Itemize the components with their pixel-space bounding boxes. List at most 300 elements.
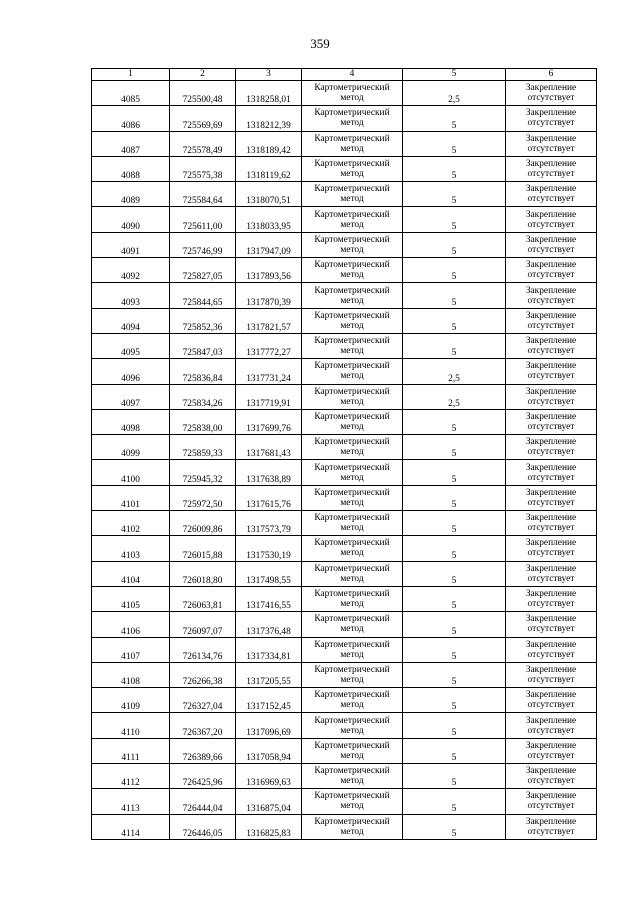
method-line-2: метод <box>340 826 364 837</box>
fixing-line-1: Закрепление <box>525 437 577 448</box>
table-row <box>92 637 597 662</box>
fixing-cell <box>506 182 597 207</box>
page-number: 359 <box>310 36 330 51</box>
method-cell <box>302 688 403 713</box>
x-coordinate-cell: 726009,86 <box>170 511 236 536</box>
accuracy-cell: 5 <box>403 561 506 586</box>
x-coordinate-cell: 726444,04 <box>170 789 236 814</box>
y-coordinate-cell: 1317058,94 <box>236 738 302 763</box>
fixing-line-1: Закрепление <box>525 589 577 600</box>
method-line-2: метод <box>340 523 364 534</box>
x-coordinate-cell: 726367,20 <box>170 713 236 738</box>
y-coordinate-cell: 1318189,42 <box>236 131 302 156</box>
fixing-cell <box>506 485 597 510</box>
fixing-line-1: Закрепление <box>525 538 577 549</box>
method-line-2: метод <box>340 674 364 685</box>
method-cell <box>302 789 403 814</box>
method-line-2: метод <box>340 219 364 230</box>
x-coordinate-cell: 726063,81 <box>170 586 236 611</box>
x-coordinate-cell: 725834,26 <box>170 384 236 409</box>
point-number-cell: 4093 <box>92 283 170 308</box>
method-line-2: метод <box>340 599 364 610</box>
method-line-2: метод <box>340 649 364 660</box>
coordinates-table <box>91 68 597 840</box>
x-coordinate-cell: 725500,48 <box>170 81 236 106</box>
fixing-cell <box>506 789 597 814</box>
point-number-cell: 4092 <box>92 258 170 283</box>
y-coordinate-cell: 1317947,09 <box>236 232 302 257</box>
method-line-1: Картометрический <box>314 639 390 650</box>
method-line-1: Картометрический <box>314 83 390 94</box>
method-line-2: метод <box>340 371 364 382</box>
fixing-line-1: Закрепление <box>525 260 577 271</box>
fixing-cell <box>506 359 597 384</box>
fixing-line-1: Закрепление <box>525 816 577 827</box>
method-cell <box>302 207 403 232</box>
column-header-1: 1 <box>92 69 170 81</box>
table-row <box>92 536 597 561</box>
fixing-cell <box>506 511 597 536</box>
fixing-line-2: отсутствует <box>527 244 575 255</box>
method-line-2: метод <box>340 548 364 559</box>
fixing-cell <box>506 308 597 333</box>
x-coordinate-cell: 725827,05 <box>170 258 236 283</box>
fixing-cell <box>506 612 597 637</box>
fixing-line-1: Закрепление <box>525 462 577 473</box>
fixing-line-1: Закрепление <box>525 234 577 245</box>
table-row <box>92 106 597 131</box>
method-cell <box>302 511 403 536</box>
fixing-line-2: отсутствует <box>527 750 575 761</box>
accuracy-cell: 5 <box>403 713 506 738</box>
fixing-line-1: Закрепление <box>525 83 577 94</box>
fixing-line-1: Закрепление <box>525 513 577 524</box>
method-cell <box>302 258 403 283</box>
method-line-1: Картометрический <box>314 108 390 119</box>
fixing-line-2: отсутствует <box>527 219 575 230</box>
method-line-1: Картометрический <box>314 133 390 144</box>
table-row <box>92 814 597 839</box>
method-cell <box>302 713 403 738</box>
fixing-cell <box>506 460 597 485</box>
fixing-cell <box>506 409 597 434</box>
method-line-2: метод <box>340 295 364 306</box>
y-coordinate-cell: 1317615,76 <box>236 485 302 510</box>
method-cell <box>302 384 403 409</box>
fixing-line-1: Закрепление <box>525 285 577 296</box>
accuracy-cell: 5 <box>403 814 506 839</box>
method-line-1: Картометрический <box>314 766 390 777</box>
method-line-2: метод <box>340 573 364 584</box>
method-line-1: Картометрический <box>314 462 390 473</box>
table-row <box>92 561 597 586</box>
method-line-1: Картометрический <box>314 412 390 422</box>
x-coordinate-cell: 725578,49 <box>170 131 236 156</box>
fixing-line-2: отсутствует <box>527 548 575 559</box>
method-line-2: метод <box>340 624 364 635</box>
fixing-cell <box>506 586 597 611</box>
point-number-cell: 4086 <box>92 106 170 131</box>
fixing-cell <box>506 435 597 460</box>
column-header-5: 5 <box>403 69 506 81</box>
table-row <box>92 359 597 384</box>
x-coordinate-cell: 726389,66 <box>170 738 236 763</box>
point-number-cell: 4091 <box>92 232 170 257</box>
fixing-line-2: отсутствует <box>527 624 575 635</box>
method-line-2: метод <box>340 725 364 736</box>
point-number-cell: 4104 <box>92 561 170 586</box>
fixing-cell <box>506 738 597 763</box>
accuracy-cell: 5 <box>403 131 506 156</box>
method-cell <box>302 81 403 106</box>
point-number-cell: 4107 <box>92 637 170 662</box>
table-row <box>92 738 597 763</box>
y-coordinate-cell: 1316825,83 <box>236 814 302 839</box>
y-coordinate-cell: 1318033,95 <box>236 207 302 232</box>
method-line-1: Картометрический <box>314 664 390 675</box>
table-row <box>92 485 597 510</box>
method-line-2: метод <box>340 346 364 357</box>
table-row <box>92 460 597 485</box>
y-coordinate-cell: 1317498,55 <box>236 561 302 586</box>
fixing-line-2: отсутствует <box>527 143 575 154</box>
fixing-line-1: Закрепление <box>525 386 577 397</box>
x-coordinate-cell: 726134,76 <box>170 637 236 662</box>
table-row <box>92 764 597 789</box>
table-row <box>92 409 597 434</box>
method-line-2: метод <box>340 396 364 407</box>
fixing-cell <box>506 536 597 561</box>
point-number-cell: 4085 <box>92 81 170 106</box>
y-coordinate-cell: 1317416,55 <box>236 586 302 611</box>
fixing-line-1: Закрепление <box>525 563 577 574</box>
fixing-line-2: отсутствует <box>527 573 575 584</box>
y-coordinate-cell: 1318119,62 <box>236 156 302 181</box>
method-line-2: метод <box>340 169 364 180</box>
point-number-cell: 4106 <box>92 612 170 637</box>
fixing-line-1: Закрепление <box>525 133 577 144</box>
method-line-1: Картометрический <box>314 285 390 296</box>
method-line-1: Картометрический <box>314 614 390 625</box>
accuracy-cell: 5 <box>403 308 506 333</box>
column-header-4: 4 <box>302 69 403 81</box>
fixing-cell <box>506 232 597 257</box>
x-coordinate-cell: 726446,05 <box>170 814 236 839</box>
accuracy-cell: 5 <box>403 207 506 232</box>
fixing-line-1: Закрепление <box>525 487 577 498</box>
fixing-line-2: отсутствует <box>527 320 575 331</box>
method-line-2: метод <box>340 270 364 281</box>
method-line-2: метод <box>340 194 364 205</box>
table-row <box>92 333 597 358</box>
point-number-cell: 4096 <box>92 359 170 384</box>
fixing-line-2: отсутствует <box>527 472 575 483</box>
y-coordinate-cell: 1317699,76 <box>236 409 302 434</box>
accuracy-cell: 5 <box>403 536 506 561</box>
point-number-cell: 4095 <box>92 333 170 358</box>
method-cell <box>302 764 403 789</box>
fixing-cell <box>506 764 597 789</box>
method-cell <box>302 637 403 662</box>
accuracy-cell: 5 <box>403 106 506 131</box>
fixing-line-2: отсутствует <box>527 649 575 660</box>
fixing-line-1: Закрепление <box>525 184 577 195</box>
accuracy-cell: 5 <box>403 333 506 358</box>
point-number-cell: 4102 <box>92 511 170 536</box>
point-number-cell: 4100 <box>92 460 170 485</box>
method-cell <box>302 460 403 485</box>
method-line-1: Картометрический <box>314 538 390 549</box>
x-coordinate-cell: 725836,84 <box>170 359 236 384</box>
method-line-1: Картометрический <box>314 260 390 271</box>
x-coordinate-cell: 725844,65 <box>170 283 236 308</box>
accuracy-cell: 5 <box>403 688 506 713</box>
accuracy-cell: 5 <box>403 258 506 283</box>
point-number-cell: 4103 <box>92 536 170 561</box>
accuracy-cell: 5 <box>403 435 506 460</box>
fixing-line-1: Закрепление <box>525 209 577 220</box>
method-line-1: Картометрический <box>314 184 390 195</box>
x-coordinate-cell: 726015,88 <box>170 536 236 561</box>
method-line-2: метод <box>340 776 364 787</box>
table-header <box>92 69 597 81</box>
accuracy-cell: 5 <box>403 789 506 814</box>
accuracy-cell: 5 <box>403 511 506 536</box>
fixing-line-1: Закрепление <box>525 664 577 675</box>
table-row <box>92 662 597 687</box>
method-line-2: метод <box>340 472 364 483</box>
fixing-cell <box>506 662 597 687</box>
fixing-cell <box>506 637 597 662</box>
fixing-line-1: Закрепление <box>525 336 577 347</box>
accuracy-cell: 2,5 <box>403 81 506 106</box>
point-number-cell: 4113 <box>92 789 170 814</box>
method-line-1: Картометрический <box>314 589 390 600</box>
method-cell <box>302 485 403 510</box>
fixing-cell <box>506 561 597 586</box>
table-row <box>92 308 597 333</box>
y-coordinate-cell: 1317870,39 <box>236 283 302 308</box>
column-header-6: 6 <box>506 69 597 81</box>
method-line-1: Картометрический <box>314 361 390 372</box>
y-coordinate-cell: 1317096,69 <box>236 713 302 738</box>
fixing-line-2: отсутствует <box>527 422 575 432</box>
fixing-line-2: отсутствует <box>527 826 575 837</box>
fixing-line-1: Закрепление <box>525 310 577 321</box>
fixing-line-2: отсутствует <box>527 295 575 306</box>
method-line-1: Картометрический <box>314 234 390 245</box>
x-coordinate-cell: 725746,99 <box>170 232 236 257</box>
fixing-line-2: отсутствует <box>527 725 575 736</box>
fixing-line-2: отсутствует <box>527 776 575 787</box>
fixing-line-1: Закрепление <box>525 690 577 701</box>
y-coordinate-cell: 1317731,24 <box>236 359 302 384</box>
table-row <box>92 258 597 283</box>
fixing-line-1: Закрепление <box>525 159 577 170</box>
y-coordinate-cell: 1318258,01 <box>236 81 302 106</box>
y-coordinate-cell: 1317205,55 <box>236 662 302 687</box>
x-coordinate-cell: 725847,03 <box>170 333 236 358</box>
method-line-1: Картометрический <box>314 816 390 827</box>
method-line-2: метод <box>340 422 364 432</box>
fixing-line-2: отсутствует <box>527 523 575 534</box>
fixing-cell <box>506 283 597 308</box>
point-number-cell: 4097 <box>92 384 170 409</box>
method-line-1: Картометрический <box>314 437 390 448</box>
point-number-cell: 4087 <box>92 131 170 156</box>
fixing-line-1: Закрепление <box>525 361 577 372</box>
method-cell <box>302 586 403 611</box>
fixing-line-2: отсутствует <box>527 194 575 205</box>
point-number-cell: 4099 <box>92 435 170 460</box>
fixing-cell <box>506 814 597 839</box>
table-row <box>92 156 597 181</box>
point-number-cell: 4114 <box>92 814 170 839</box>
method-line-1: Картометрический <box>314 791 390 802</box>
point-number-cell: 4108 <box>92 662 170 687</box>
x-coordinate-cell: 726327,04 <box>170 688 236 713</box>
method-line-1: Картометрический <box>314 740 390 751</box>
point-number-cell: 4112 <box>92 764 170 789</box>
fixing-line-2: отсутствует <box>527 346 575 357</box>
column-header-2: 2 <box>170 69 236 81</box>
method-cell <box>302 359 403 384</box>
y-coordinate-cell: 1317152,45 <box>236 688 302 713</box>
table-row <box>92 384 597 409</box>
method-line-1: Картометрический <box>314 209 390 220</box>
method-line-2: метод <box>340 118 364 129</box>
method-line-2: метод <box>340 320 364 331</box>
y-coordinate-cell: 1316969,63 <box>236 764 302 789</box>
accuracy-cell: 5 <box>403 460 506 485</box>
fixing-line-1: Закрепление <box>525 791 577 802</box>
fixing-cell <box>506 688 597 713</box>
point-number-cell: 4089 <box>92 182 170 207</box>
accuracy-cell: 5 <box>403 485 506 510</box>
x-coordinate-cell: 726425,96 <box>170 764 236 789</box>
accuracy-cell: 5 <box>403 232 506 257</box>
method-cell <box>302 814 403 839</box>
x-coordinate-cell: 726266,38 <box>170 662 236 687</box>
method-line-1: Картометрический <box>314 159 390 170</box>
y-coordinate-cell: 1317719,91 <box>236 384 302 409</box>
column-header-3: 3 <box>236 69 302 81</box>
fixing-line-2: отсутствует <box>527 371 575 382</box>
method-cell <box>302 333 403 358</box>
fixing-cell <box>506 106 597 131</box>
table-row <box>92 688 597 713</box>
accuracy-cell: 5 <box>403 738 506 763</box>
method-line-1: Картометрический <box>314 715 390 726</box>
method-cell <box>302 106 403 131</box>
method-line-1: Картометрический <box>314 310 390 321</box>
table-row <box>92 182 597 207</box>
y-coordinate-cell: 1317573,79 <box>236 511 302 536</box>
table-row <box>92 207 597 232</box>
point-number-cell: 4111 <box>92 738 170 763</box>
method-line-2: метод <box>340 447 364 458</box>
point-number-cell: 4094 <box>92 308 170 333</box>
accuracy-cell: 5 <box>403 586 506 611</box>
fixing-line-2: отсутствует <box>527 396 575 407</box>
y-coordinate-cell: 1318212,39 <box>236 106 302 131</box>
x-coordinate-cell: 725569,69 <box>170 106 236 131</box>
fixing-cell <box>506 384 597 409</box>
fixing-line-1: Закрепление <box>525 639 577 650</box>
fixing-line-2: отсутствует <box>527 700 575 711</box>
y-coordinate-cell: 1317772,27 <box>236 333 302 358</box>
accuracy-cell: 5 <box>403 283 506 308</box>
y-coordinate-cell: 1317893,56 <box>236 258 302 283</box>
table-row <box>92 283 597 308</box>
fixing-cell <box>506 207 597 232</box>
method-cell <box>302 536 403 561</box>
table-row <box>92 435 597 460</box>
method-cell <box>302 308 403 333</box>
y-coordinate-cell: 1316875,04 <box>236 789 302 814</box>
x-coordinate-cell: 725852,36 <box>170 308 236 333</box>
y-coordinate-cell: 1317376,48 <box>236 612 302 637</box>
accuracy-cell: 5 <box>403 182 506 207</box>
fixing-cell <box>506 81 597 106</box>
table-body <box>92 81 597 840</box>
x-coordinate-cell: 725859,33 <box>170 435 236 460</box>
method-line-2: метод <box>340 143 364 154</box>
fixing-cell <box>506 333 597 358</box>
point-number-cell: 4101 <box>92 485 170 510</box>
table-row <box>92 586 597 611</box>
method-line-2: метод <box>340 244 364 255</box>
x-coordinate-cell: 725611,00 <box>170 207 236 232</box>
accuracy-cell: 5 <box>403 662 506 687</box>
y-coordinate-cell: 1317334,81 <box>236 637 302 662</box>
x-coordinate-cell: 726018,80 <box>170 561 236 586</box>
table-row <box>92 131 597 156</box>
method-cell <box>302 612 403 637</box>
table-row <box>92 713 597 738</box>
method-line-2: метод <box>340 801 364 812</box>
fixing-cell <box>506 131 597 156</box>
fixing-cell <box>506 156 597 181</box>
method-line-2: метод <box>340 750 364 761</box>
fixing-line-2: отсутствует <box>527 118 575 129</box>
method-cell <box>302 283 403 308</box>
x-coordinate-cell: 725945,32 <box>170 460 236 485</box>
accuracy-cell: 5 <box>403 409 506 434</box>
method-line-1: Картометрический <box>314 487 390 498</box>
fixing-line-1: Закрепление <box>525 412 577 422</box>
y-coordinate-cell: 1317681,43 <box>236 435 302 460</box>
table-row <box>92 81 597 106</box>
fixing-cell <box>506 713 597 738</box>
method-cell <box>302 435 403 460</box>
point-number-cell: 4110 <box>92 713 170 738</box>
fixing-line-2: отсутствует <box>527 270 575 281</box>
accuracy-cell: 5 <box>403 764 506 789</box>
table-row <box>92 612 597 637</box>
accuracy-cell: 5 <box>403 156 506 181</box>
method-cell <box>302 662 403 687</box>
table-row <box>92 789 597 814</box>
x-coordinate-cell: 725838,00 <box>170 409 236 434</box>
accuracy-cell: 5 <box>403 612 506 637</box>
method-line-2: метод <box>340 700 364 711</box>
point-number-cell: 4088 <box>92 156 170 181</box>
y-coordinate-cell: 1318070,51 <box>236 182 302 207</box>
method-cell <box>302 738 403 763</box>
method-line-1: Картометрический <box>314 513 390 524</box>
fixing-line-2: отсутствует <box>527 169 575 180</box>
